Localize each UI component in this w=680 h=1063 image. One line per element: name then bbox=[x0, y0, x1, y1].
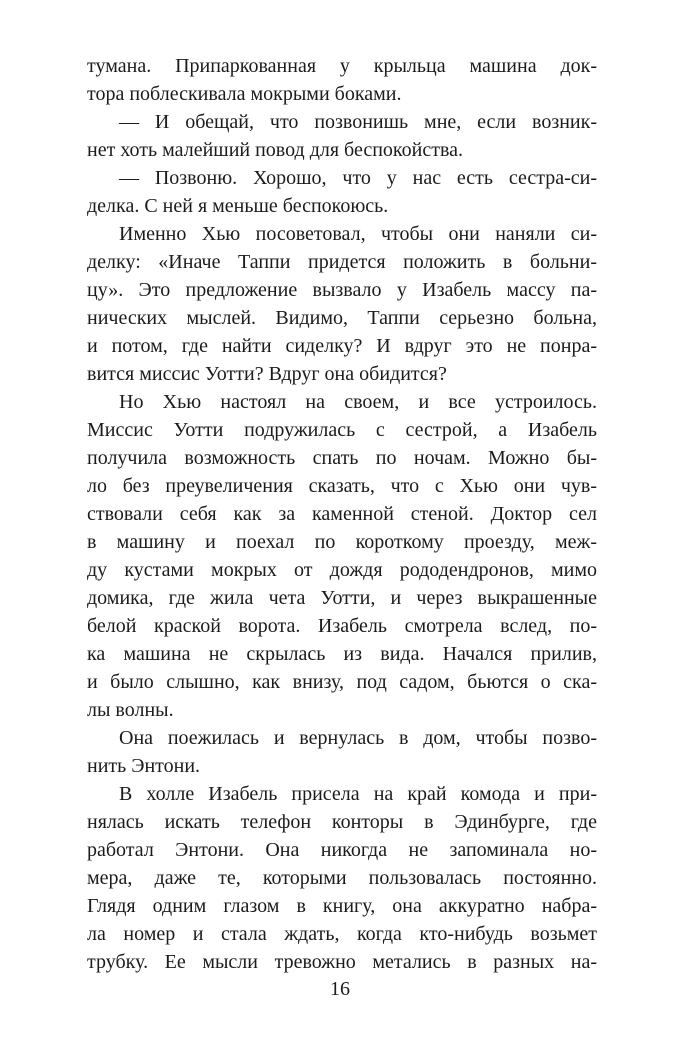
text-line: делку: «Иначе Таппи придется положить в больни- bbox=[87, 251, 597, 273]
text-line: в машину и поехал по короткому проезду, меж- bbox=[87, 531, 597, 553]
text-line: мера, даже те, которыми пользовалась постоянно. bbox=[87, 867, 597, 889]
text-line: ла номер и стала ждать, когда кто-нибудь возьмет bbox=[87, 923, 597, 945]
text-line: Но Хью настоял на своем, и все устроилось. bbox=[119, 391, 597, 413]
text-line: — Позвоню. Хорошо, что у нас есть сестра-си- bbox=[119, 167, 597, 189]
text-line: — И обещай, что позвонишь мне, если возник- bbox=[119, 111, 597, 133]
text-line: ствовали себя как за каменной стеной. Доктор сел bbox=[87, 503, 597, 525]
text-line: Она поежилась и вернулась в дом, чтобы позво- bbox=[119, 727, 597, 749]
text-line: вится миссис Уотти? Вдруг она обидится? bbox=[87, 363, 447, 385]
text-line: тора поблескивала мокрыми боками. bbox=[87, 83, 402, 105]
text-line: белой краской ворота. Изабель смотрела вслед, по- bbox=[87, 615, 597, 637]
text-line: ло без преувеличения сказать, что с Хью они чув- bbox=[87, 475, 597, 497]
text-line: делка. С ней я меньше беспокоюсь. bbox=[87, 195, 389, 217]
text-line: Именно Хью посоветовал, чтобы они наняли си- bbox=[119, 223, 597, 245]
text-line: цу». Это предложение вызвало у Изабель массу па- bbox=[87, 279, 597, 301]
text-line: В холле Изабель присела на край комода и при- bbox=[119, 783, 597, 805]
text-line: работал Энтони. Она никогда не запоминала но- bbox=[87, 839, 597, 861]
text-line: получила возможность спать по ночам. Можно бы- bbox=[87, 447, 597, 469]
text-line: нялась искать телефон конторы в Эдинбурге, где bbox=[87, 811, 597, 833]
text-line: ду кустами мокрых от дождя рододендронов, мимо bbox=[87, 559, 597, 581]
text-line: нить Энтони. bbox=[87, 755, 201, 777]
text-line: нических мыслей. Видимо, Таппи серьезно больна, bbox=[87, 307, 597, 329]
text-line: тумана. Припаркованная у крыльца машина док- bbox=[87, 55, 597, 77]
text-line: и было слышно, как внизу, под садом, бьются о ска- bbox=[87, 671, 597, 693]
text-line: нет хоть малейший повод для беспокойства. bbox=[87, 139, 464, 161]
text-line: Глядя одним глазом в книгу, она аккуратно набра- bbox=[87, 895, 597, 917]
text-line: трубку. Ее мысли тревожно метались в разных на- bbox=[87, 951, 597, 973]
text-line: Миссис Уотти подружилась с сестрой, а Изабель bbox=[87, 419, 597, 441]
text-line: и потом, где найти сиделку? И вдруг это не понра- bbox=[87, 335, 597, 357]
page-number: 16 bbox=[330, 978, 350, 1000]
text-line: ка машина не скрылась из вида. Начался прилив, bbox=[87, 643, 597, 665]
text-line: лы волны. bbox=[87, 699, 174, 721]
text-line: домика, где жила чета Уотти, и через выкрашенные bbox=[87, 587, 597, 609]
page-text bbox=[87, 52, 597, 976]
